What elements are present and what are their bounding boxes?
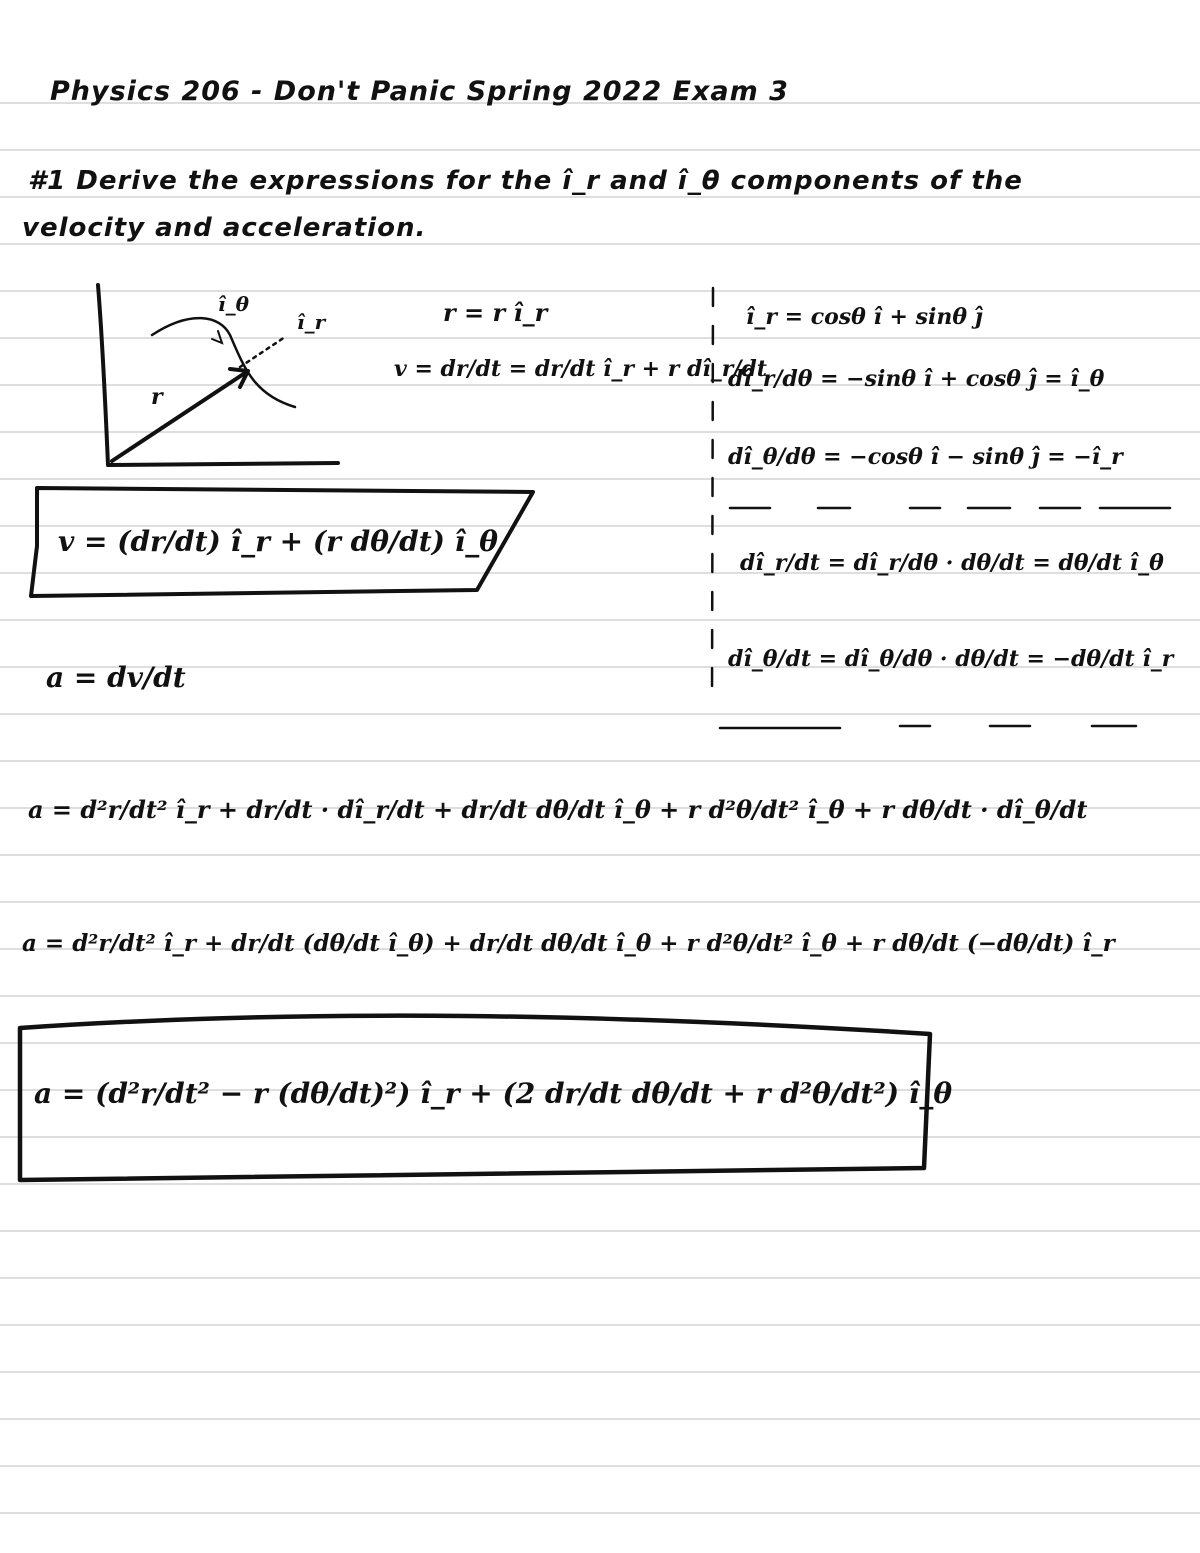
dir-dtheta-equation: dî_r/dθ = −sinθ î + cosθ ĵ = î_θ bbox=[728, 366, 1105, 392]
velocity-definition: v = dr/dt = dr/dt î_r + r dî_r/dt bbox=[394, 356, 767, 382]
ir-definition: î_r = cosθ î + sinθ ĵ bbox=[746, 304, 983, 330]
trajectory-curve bbox=[151, 318, 295, 410]
ir-direction-dotted bbox=[240, 337, 285, 367]
diagram-label-r: r bbox=[151, 384, 163, 410]
dir-dt-equation: dî_r/dt = dî_r/dθ · dθ/dt = dθ/dt î_θ bbox=[740, 550, 1164, 576]
diagram-label-ir: î_r bbox=[297, 310, 326, 334]
velocity-result: v = (dr/dt) î_r + (r dθ/dt) î_θ bbox=[58, 525, 498, 558]
question-line-1: #1 Derive the expressions for the î_r and î_θ components of the bbox=[28, 166, 1023, 196]
position-definition: r = r î_r bbox=[443, 298, 548, 327]
question-line-2: velocity and acceleration. bbox=[22, 213, 427, 243]
acceleration-substitution: a = d²r/dt² î_r + dr/dt (dθ/dt î_θ) + dr/dt dθ/dt î_θ + r d²θ/dt² î_θ + r dθ/dt (−dθ/dt) î_r bbox=[22, 930, 1115, 957]
acceleration-expansion: a = d²r/dt² î_r + dr/dt · dî_r/dt + dr/dt dθ/dt î_θ + r d²θ/dt² î_θ + r dθ/dt · dî_θ/dt bbox=[28, 795, 1088, 824]
x-axis bbox=[108, 463, 338, 465]
ditheta-dt-equation: dî_θ/dt = dî_θ/dθ · dθ/dt = −dθ/dt î_r bbox=[728, 646, 1174, 672]
itheta-arrowhead bbox=[212, 331, 222, 343]
acceleration-result: a = (d²r/dt² − r (dθ/dt)²) î_r + (2 dr/dt dθ/dt + r d²θ/dt²) î_θ bbox=[34, 1077, 953, 1110]
ditheta-dtheta-equation: dî_θ/dθ = −cosθ î − sinθ ĵ = −î_r bbox=[728, 444, 1123, 470]
y-axis bbox=[98, 285, 108, 465]
diagram-label-itheta: î_θ bbox=[218, 292, 249, 316]
position-vector bbox=[112, 373, 245, 461]
acceleration-definition: a = dv/dt bbox=[46, 661, 186, 694]
page-title: Physics 206 - Don't Panic Spring 2022 Exam 3 bbox=[50, 76, 789, 107]
